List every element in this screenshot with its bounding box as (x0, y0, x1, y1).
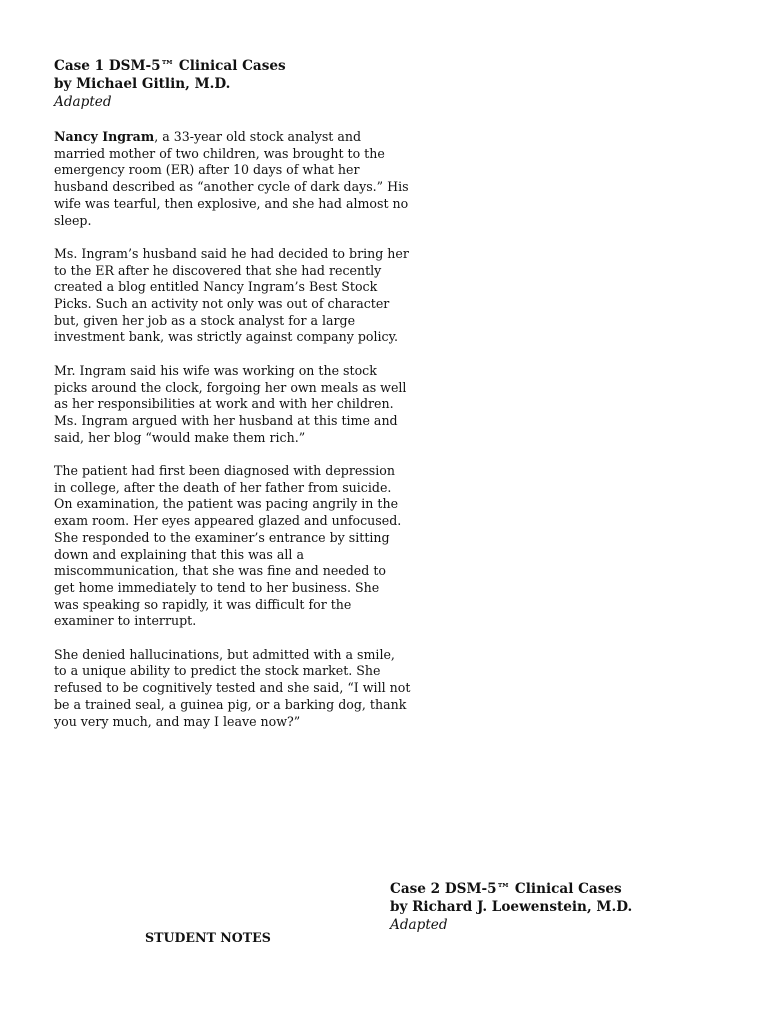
student-notes-label: STUDENT NOTES (145, 930, 271, 945)
case-1-paragraph-3: Mr. Ingram said his wife was working on the stock picks around the clock, forgoing her own meals as well as her responsibilities at work and with her children. Ms. Ingram argued with her husband at this time and said, her blog “would make them rich.” (54, 362, 407, 445)
case-1-author: by Michael Gitlin, M.D. (54, 76, 231, 92)
case-2-adapted-label: Adapted (390, 917, 448, 933)
case-1-section (54, 57, 411, 730)
case-2-author: by Richard J. Loewenstein, M.D. (390, 899, 633, 915)
case-2-section (390, 880, 730, 934)
case-2-title: Case 2 DSM-5™ Clinical Cases (390, 881, 622, 897)
case-1-adapted-label: Adapted (54, 94, 112, 110)
case-1-paragraph-1: Nancy Ingram, a 33-year old stock analyst and married mother of two children, was brought to the emergency room (ER) after 10 days of what her husband described as “another cycle of dark days.” His wife was tearful, then explosive, and she had almost no sleep. (54, 129, 409, 228)
case-1-paragraph-2: Ms. Ingram’s husband said he had decided to bring her to the ER after he discovered that she had recently created a blog entitled Nancy Ingram’s Best Stock Picks. Such an activity not only was out of character but, given her job as a stock analyst for a large investment bank, was strictly against company policy. (54, 245, 409, 345)
case-1-title: Case 1 DSM-5™ Clinical Cases (54, 58, 286, 74)
patient-name: Nancy Ingram (54, 129, 155, 144)
case-1-paragraph-5: She denied hallucinations, but admitted with a smile, to a unique ability to predict the stock market. She refused to be cognitively tested and she said, “I will not be a trained seal, a guinea pig, or a barking dog, thank you very much, and may I leave now?” (54, 646, 411, 729)
case-1-paragraph-4: The patient had first been diagnosed with depression in college, after the death of her father from suicide. On examination, the patient was pacing angrily in the exam room. Her eyes appeared glazed and unfocused. She responded to the examiner’s entrance by sitting down and explaining that this was all a miscommunication, that she was fine and needed to get home immediately to tend to her business. She was speaking so rapidly, it was difficult for the examiner to interrupt. (54, 463, 402, 629)
